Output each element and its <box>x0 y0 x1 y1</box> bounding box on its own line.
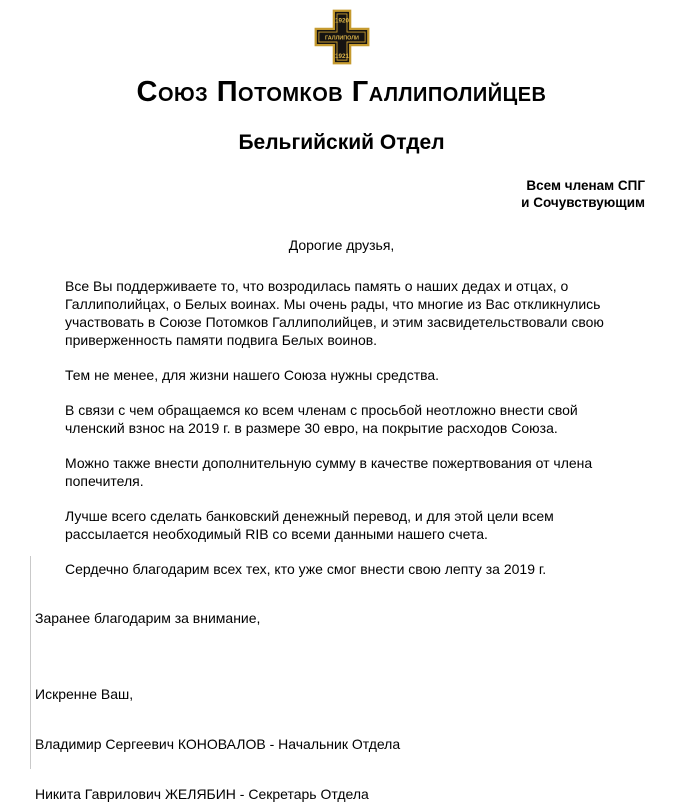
paragraph: Сердечно благодарим всех тех, кто уже смог внести свою лепту за 2019 г. <box>65 561 547 577</box>
paragraph: Можно также внести дополнительную сумму в качестве пожертвования от члена попечителя. <box>65 455 593 489</box>
emblem-container <box>0 0 683 66</box>
letter-body <box>0 277 683 578</box>
paragraph: Тем не менее, для жизни нашего Союза нужны средства. <box>65 367 440 383</box>
salutation: Дорогие друзья, <box>288 237 395 253</box>
paragraph: Лучше всего сделать банковский денежный перевод, и для этой цели всем рассылается необходимый RIB со всеми данными нашего счета. <box>65 508 554 542</box>
department-subtitle: Бельгийский Отдел <box>238 131 445 154</box>
addressee-line-2: и Сочувствующим <box>521 195 645 210</box>
addressee-block <box>0 177 683 211</box>
page-edge-line <box>30 556 31 769</box>
paragraph: Все Вы поддерживаете то, что возродилась память о наших дедах и отцах, о Галлиполийцах, о Белых воинах. Мы очень рады, что многие из Вас откликнулись участвовать в Союзе Потомков Галлиполийцев, и этим засвидетельствовали свою приверженность памяти подвига Белых воинов. <box>65 278 604 348</box>
closing-yours: Искренне Ваш, <box>35 686 134 702</box>
signature-secretary: Никита Гаврилович ЖЕЛЯБИН - Секретарь Отдела <box>35 786 369 802</box>
closing-thanks: Заранее благодарим за внимание, <box>35 610 261 626</box>
gallipoli-cross-icon <box>313 8 371 66</box>
paragraph: В связи с чем обращаемся ко всем членам с просьбой неотложно внести свой членский взнос на 2019 г. в размере 30 евро, на покрытие расходов Союза. <box>65 402 578 436</box>
emblem-bottom-text: 1921 <box>334 52 349 60</box>
emblem-top-text: 1920 <box>334 17 349 25</box>
addressee-line-1: Всем членам СПГ <box>526 178 645 193</box>
closing-block <box>0 610 683 802</box>
organization-title: Союз Потомков Галлиполийцев <box>136 76 547 108</box>
signature-chief: Владимир Сергеевич КОНОВАЛОВ - Начальник Отдела <box>35 736 401 752</box>
emblem-middle-text: ГАЛЛИПОЛИ <box>324 35 359 42</box>
